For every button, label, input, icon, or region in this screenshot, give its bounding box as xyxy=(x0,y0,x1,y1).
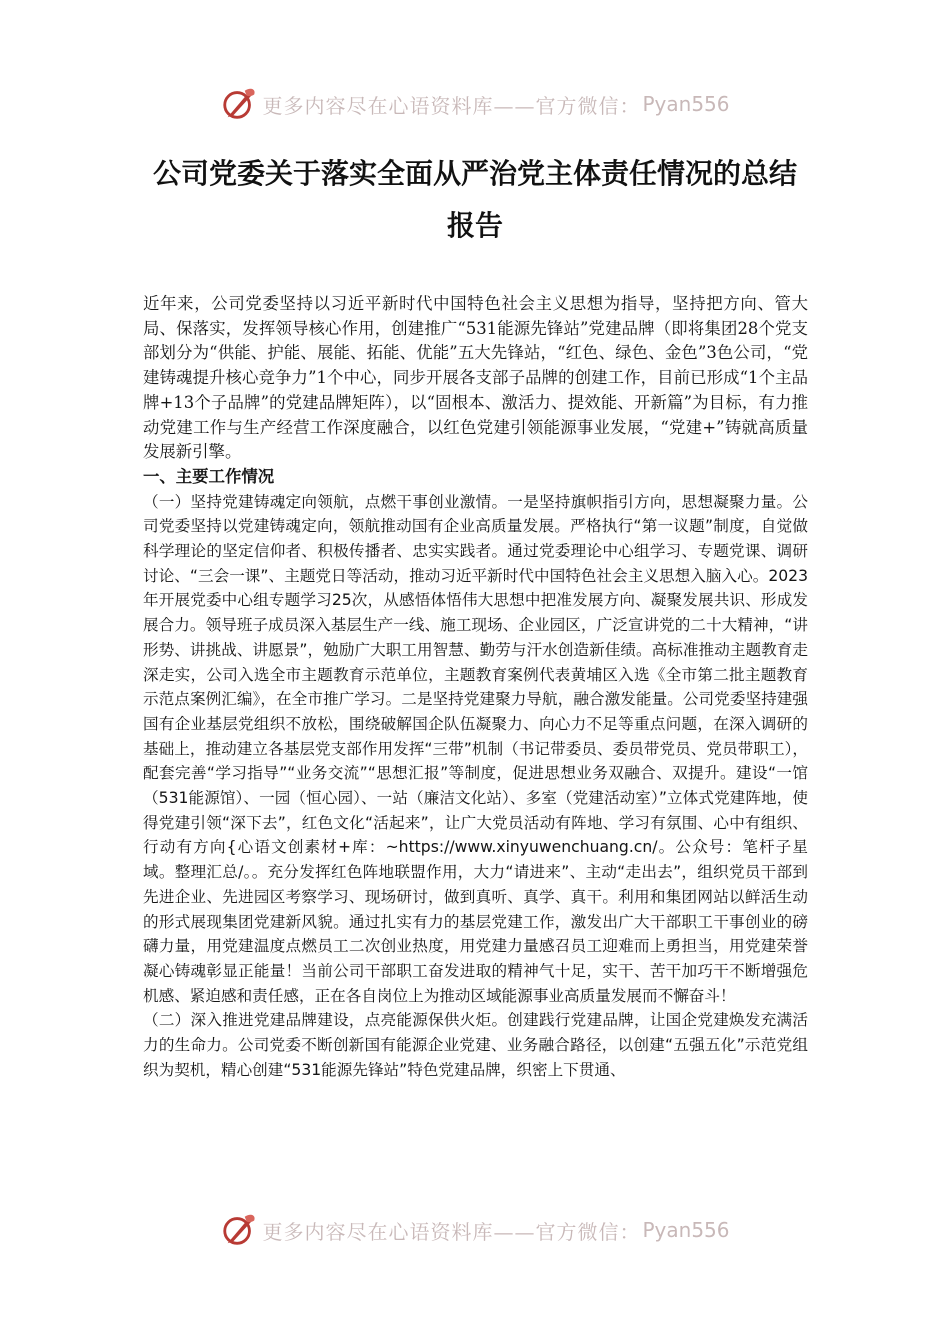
body-paragraph-2: （二）深入推进党建品牌建设，点亮能源保供火炬。创建践行党建品牌，让国企党建焕发充满活力的生命力。公司党委不断创新国有能源企业党建、业务融合路径，以创建“五强五化”示范党组织为契机，精心创建“531能源先锋站”特色党建品牌，织密上下贯通、 xyxy=(143,1011,808,1079)
footer-banner-text: 更多内容尽在心语资料库——官方微信： xyxy=(262,1219,641,1244)
header-banner-text: 更多内容尽在心语资料库——官方微信： xyxy=(262,93,641,118)
body-paragraph-1: （一）坚持党建铸魂定向领航，点燃干事创业激情。一是坚持旗帜指引方向，思想凝聚力量。公司党委坚持以党建铸魂定向，领航推动国有企业高质量发展。严格执行“第一议题”制度，自觉做科学理论的坚定信仰者、积极传播者、忠实实践者。通过党委理论中心组学习、专题党课、调研讨论、“三会一课”、主题党日等活动，推动习近平新时代中国特色社会主义思想入脑入心。2023年开展党委中心组专题学习25次，从感悟体悟伟大思想中把准发展方向、凝聚发展共识、形成发展合力。领导班子成员深入基层生产一线、施工现场、企业园区，广泛宣讲党的二十大精神，“讲形势、讲挑战、讲愿景”，勉励广大职工用智慧、勤劳与汗水创造新佳绩。高标准推动主题教育走深走实，公司入选全市主题教育示范单位，主题教育案例代表黄埔区入选《全市第二批主题教育示范点案例汇编》，在全市推广学习。二是坚持党建聚力导航，融合激发能量。公司党委坚持建强国有企业基层党组织不放松，围绕破解国企队伍凝聚力、向心力不足等重点问题，在深入调研的基础上，推动建立各基层党支部作用发挥“三带”机制（书记带委员、委员带党员、党员带职工），配套完善“学习指导”“业务交流”“思想汇报”等制度，促进思想业务双融合、双提升。建设“一馆（531能源馆）、一园（恒心园）、一站（廉洁文化站）、多室（党建活动室）”立体式党建阵地，使得党建引领“深下去”，红色文化“活起来”，让广大党员活动有阵地、学习有氛围、心中有组织、行动有方向{心语文创素材+库：~https://www.xinyuwenchuang.cn/。公众号：笔杆子星域。整理汇总/。。充分发挥红色阵地联盟作用，大力“请进来”、主动“走出去”，组织党员干部到先进企业、先进园区考察学习、现场研讨，做到真听、真学、真干。利用和集团网站以鲜活生动的形式展现集团党建新风貌。通过扎实有力的基层党建工作，激发出广大干部职工干事创业的磅礴力量，用党建温度点燃员工二次创业热度，用党建力量感召员工迎难而上勇担当，用党建荣誉凝心铸魂彰显正能量！当前公司干部职工奋发进取的精神气十足，实干、苦干加巧干不断增强危机感、紧迫感和责任感，正在各自岗位上为推动区域能源事业高质量发展而不懈奋斗！ xyxy=(143,492,808,1005)
header-banner-account: Pyan556 xyxy=(642,92,730,116)
quill-logo-icon xyxy=(220,85,258,123)
quill-logo-icon xyxy=(220,1211,258,1249)
section-heading-main-work: 一、主要工作情况 xyxy=(143,466,275,486)
header-watermark-banner xyxy=(0,82,950,126)
footer-watermark-banner xyxy=(0,1208,950,1252)
document-title: 公司党委关于落实全面从严治党主体责任情况的总结报告 xyxy=(152,157,797,242)
intro-paragraph: 近年来，公司党委坚持以习近平新时代中国特色社会主义思想为指导，坚持把方向、管大局、保落实，发挥领导核心作用，创建推广“531能源先锋站”党建品牌（即将集团28个党支部划分为“供能、护能、展能、拓能、优能”五大先锋站，“红色、绿色、金色”3色公司，“党建铸魂提升核心竞争力”1个中心，同步开展各支部子品牌的创建工作，目前已形成“1个主品牌+13个子品牌”的党建品牌矩阵），以“固根本、激活力、提效能、开新篇”为目标，有力推动党建工作与生产经营工作深度融合，以红色党建引领能源事业发展，“党建+”铸就高质量发展新引擎。 xyxy=(143,294,808,462)
document-body xyxy=(143,292,808,1083)
footer-banner-account: Pyan556 xyxy=(642,1218,730,1242)
